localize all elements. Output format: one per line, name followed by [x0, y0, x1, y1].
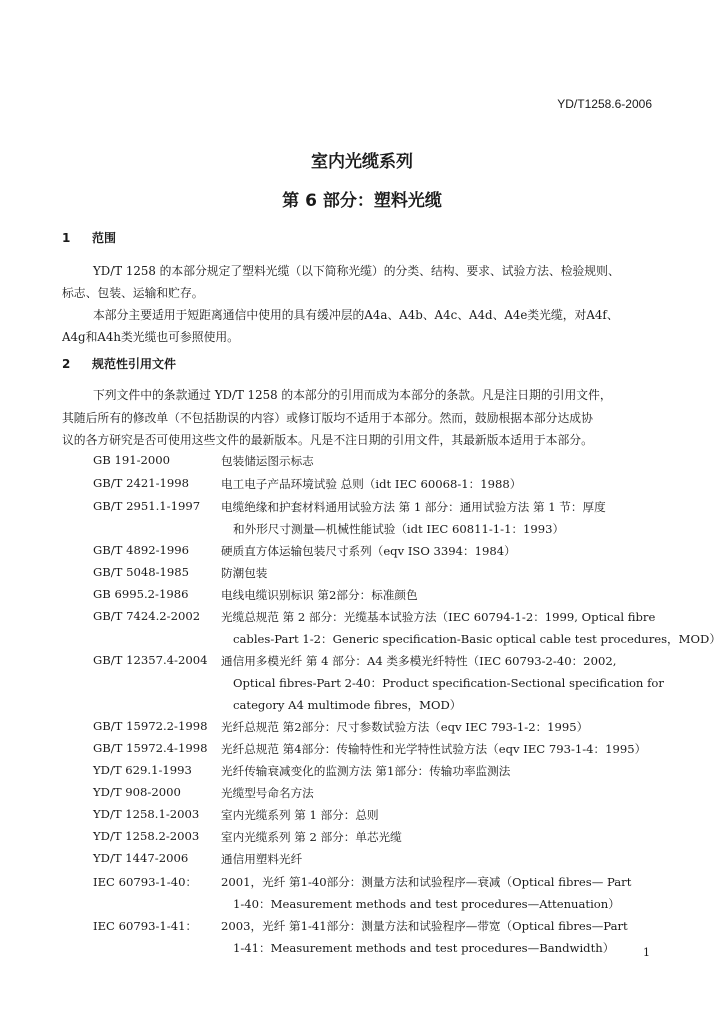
reference-code: GB/T 4892-1996: [93, 543, 190, 557]
reference-title-continued: category A4 multimode fibres，MOD）: [233, 698, 462, 712]
reference-title: 2001，光纤 第1-40部分：测量方法和试验程序—衰减（Optical fibres— Part: [221, 875, 632, 889]
references-intro-line: 其随后所有的修改单（不包括勘误的内容）或修订版均不适用于本部分。然而，鼓励根据本部分达成协: [62, 411, 593, 425]
reference-code: YD/T 1447-2006: [93, 851, 189, 865]
section-title: 范围: [92, 231, 117, 245]
reference-title: 光纤总规范 第2部分：尺寸参数试验方法（eqv IEC 793-1-2：1995）: [221, 720, 589, 734]
reference-title: 电工电子产品环境试验 总则（idt IEC 60068-1：1988）: [221, 477, 522, 491]
reference-code: YD/T 629.1-1993: [93, 763, 192, 777]
reference-code: GB/T 15972.2-1998: [93, 719, 208, 733]
reference-title: 硬质直方体运输包装尺寸系列（eqv ISO 3394：1984）: [221, 544, 516, 558]
reference-title: 通信用多模光纤 第 4 部分：A4 类多模光纤特性（IEC 60793-2-40：2002,: [221, 654, 617, 668]
section-number: 2: [62, 357, 71, 371]
section-1-heading: [62, 229, 116, 246]
page-number: 1: [643, 946, 650, 959]
reference-title: 光缆型号命名方法: [221, 786, 314, 800]
reference-title: 光缆总规范 第 2 部分：光缆基本试验方法（IEC 60794-1-2：1999, Optical fibre: [221, 610, 656, 624]
document-number: YD/T1258.6-2006: [557, 97, 652, 111]
reference-title-continued: cables-Part 1-2：Generic specification-Basic optical cable test procedures，MOD）: [233, 632, 721, 646]
reference-title: 防潮包装: [221, 566, 268, 580]
reference-title-continued: 和外形尺寸测量—机械性能试验（idt IEC 60811-1-1：1993）: [233, 522, 565, 536]
reference-title: 电缆绝缘和护套材料通用试验方法 第 1 部分：通用试验方法 第 1 节：厚度: [221, 500, 606, 514]
reference-title: 室内光缆系列 第 2 部分：单芯光缆: [221, 830, 402, 844]
reference-code: GB/T 15972.4-1998: [93, 741, 208, 755]
section-2-heading: [62, 355, 176, 372]
reference-code: YD/T 1258.2-2003: [93, 829, 200, 843]
reference-title-continued: Optical fibres-Part 2-40：Product specification-Sectional specification for: [233, 676, 664, 690]
references-intro-line: 议的各方研究是否可使用这些文件的最新版本。凡是不注日期的引用文件，其最新版本适用于本部分。: [62, 433, 593, 447]
reference-title: 光纤传输衰减变化的监测方法 第1部分：传输功率监测法: [221, 764, 511, 778]
reference-title: 2003，光纤 第1-41部分：测量方法和试验程序—带宽（Optical fibres—Part: [221, 919, 628, 933]
section-title: 规范性引用文件: [92, 357, 177, 371]
reference-title: 光纤总规范 第4部分：传输特性和光学特性试验方法（eqv IEC 793-1-4：1995）: [221, 742, 647, 756]
reference-code: GB 191-2000: [93, 453, 171, 467]
reference-code: GB 6995.2-1986: [93, 587, 189, 601]
reference-code: GB/T 12357.4-2004: [93, 653, 208, 667]
scope-paragraph-2-line: A4g和A4h类光缆也可参照使用。: [62, 330, 239, 344]
reference-title: 室内光缆系列 第 1 部分：总则: [221, 808, 379, 822]
reference-code: GB/T 5048-1985: [93, 565, 190, 579]
scope-paragraph-1-line: YD/T 1258 的本部分规定了塑料光缆（以下简称光缆）的分类、结构、要求、试验方法、检验规则、: [93, 264, 620, 278]
scope-paragraph-1-line: 标志、包装、运输和贮存。: [62, 286, 204, 300]
reference-code: IEC 60793-1-41：: [93, 919, 198, 933]
scope-paragraph-2-line: 本部分主要适用于短距离通信中使用的具有缓冲层的A4a、A4b、A4c、A4d、A4e类光缆，对A4f、: [93, 308, 619, 322]
reference-title-continued: 1-40：Measurement methods and test procedures—Attenuation）: [233, 897, 620, 911]
reference-code: YD/T 1258.1-2003: [93, 807, 200, 821]
reference-code: GB/T 2951.1-1997: [93, 499, 201, 513]
reference-code: YD/T 908-2000: [93, 785, 181, 799]
references-intro-line: 下列文件中的条款通过 YD/T 1258 的本部分的引用而成为本部分的条款。凡是注日期的引用文件，: [93, 388, 612, 402]
reference-code: GB/T 7424.2-2002: [93, 609, 201, 623]
reference-title: 电线电缆识别标识 第2部分：标准颜色: [221, 588, 418, 602]
reference-code: GB/T 2421-1998: [93, 476, 190, 490]
reference-title: 通信用塑料光纤: [221, 852, 303, 866]
reference-title-continued: 1-41：Measurement methods and test procedures—Bandwidth）: [233, 941, 615, 955]
document-subtitle: 第 6 部分：塑料光缆: [282, 191, 442, 211]
reference-code: IEC 60793-1-40：: [93, 875, 198, 889]
section-number: 1: [62, 231, 71, 245]
document-title: 室内光缆系列: [311, 152, 413, 172]
reference-title: 包装储运图示标志: [221, 454, 314, 468]
